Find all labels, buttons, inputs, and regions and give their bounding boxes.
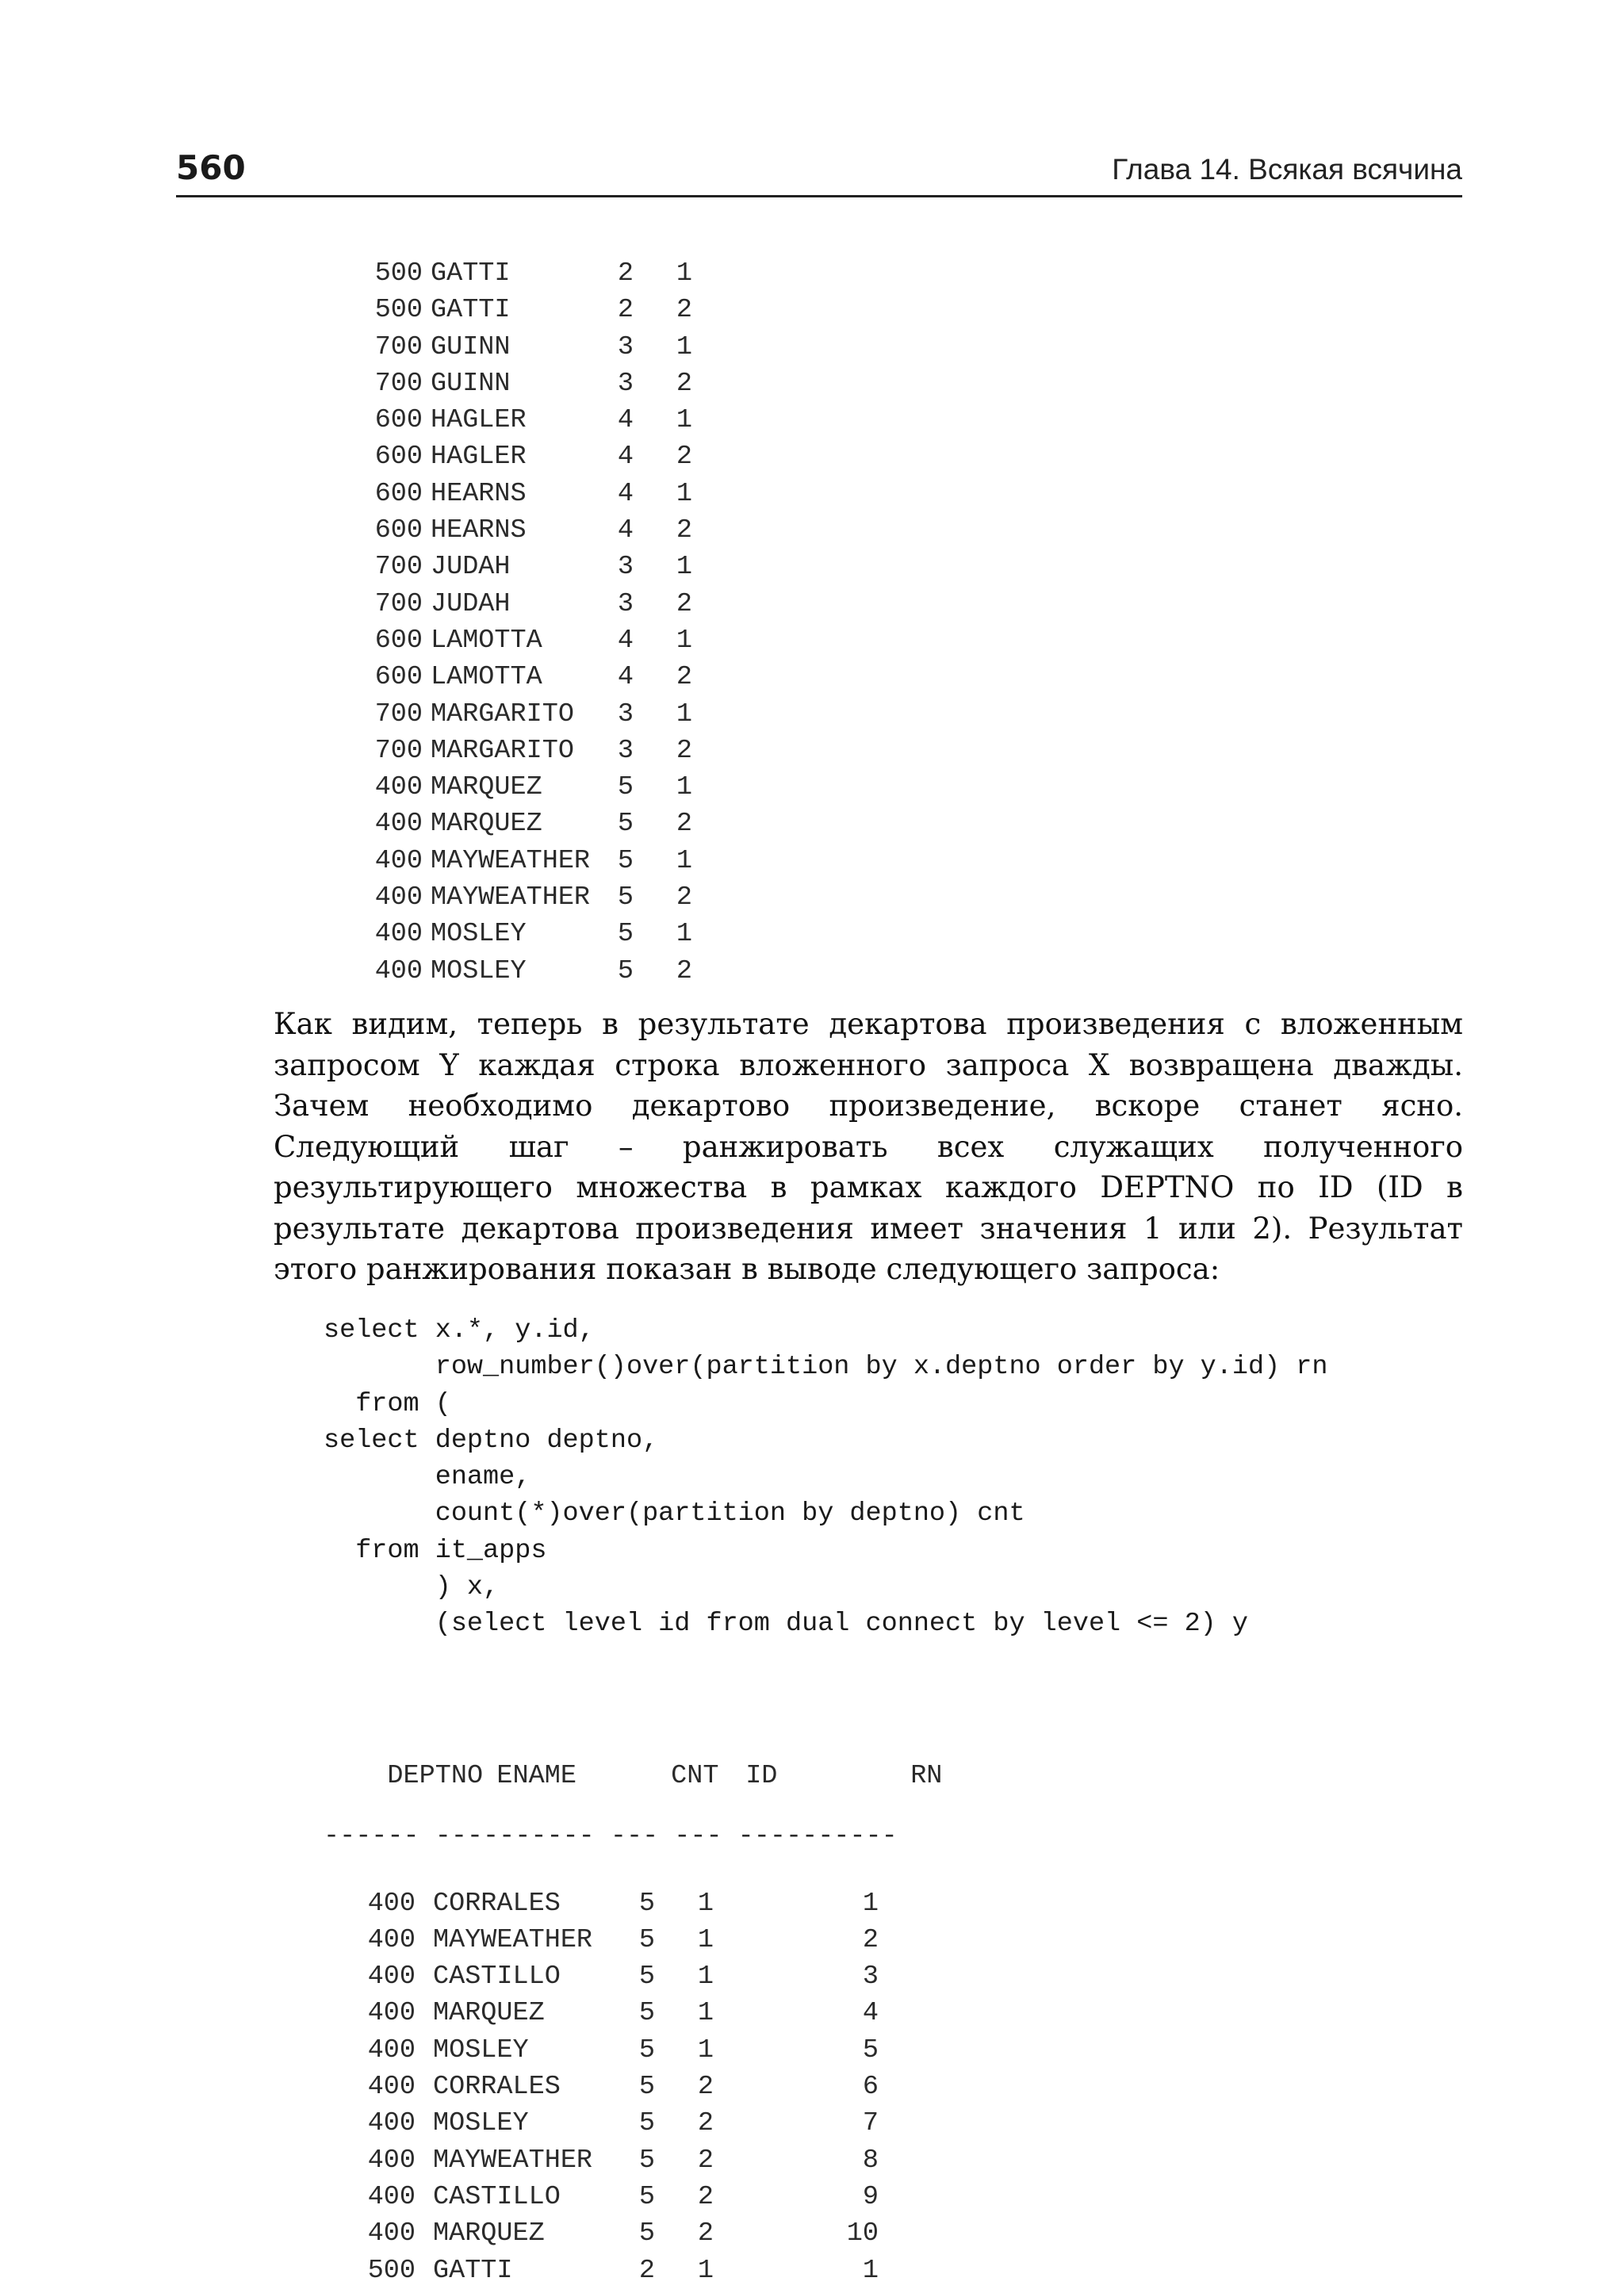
code-line: row_number()over(partition by x.deptno order by y.id) rn bbox=[324, 1352, 1328, 1383]
output-row bbox=[369, 622, 692, 659]
cnt-cell: 2 bbox=[617, 295, 634, 326]
deptno-cell: 400 bbox=[374, 919, 423, 950]
cnt-cell: 5 bbox=[638, 2072, 655, 2103]
ename-cell: MARQUEZ bbox=[431, 809, 542, 840]
id-cell: 2 bbox=[676, 442, 692, 473]
rn-cell: 10 bbox=[846, 2218, 879, 2249]
deptno-cell: 500 bbox=[367, 2255, 416, 2286]
cnt-cell: 3 bbox=[617, 588, 634, 619]
code-line: select x.*, y.id, bbox=[324, 1315, 595, 1346]
cnt-cell: 3 bbox=[617, 368, 634, 399]
output-row bbox=[369, 733, 692, 769]
ename-cell: CORRALES bbox=[433, 2072, 561, 2103]
cnt-cell: 2 bbox=[638, 2255, 655, 2286]
body-paragraph: Как видим, теперь в результате декартова произведения с вложенным запросом Y каждая строка вложенного запроса X возвращена дважды. Зачем необходимо декартово произведение, вскоре станет ясно. Следующий шаг – ранжировать всех служащих полученного результирующего множества в рамках каждого DEPTNO по ID (ID в результате декартова произведения имеет значения 1 или 2). Результат этого ранжирования показан в выводе следующего запроса: bbox=[274, 1007, 1463, 1286]
page-header bbox=[176, 147, 1462, 197]
ename-cell: MARGARITO bbox=[431, 699, 574, 729]
ename-cell: CASTILLO bbox=[433, 1962, 561, 1992]
deptno-cell: 700 bbox=[374, 368, 423, 399]
ename-cell: LAMOTTA bbox=[431, 625, 542, 656]
id-cell: 1 bbox=[697, 1888, 714, 1919]
deptno-cell: 600 bbox=[374, 405, 423, 436]
cnt-cell: 3 bbox=[617, 735, 634, 766]
id-cell: 1 bbox=[676, 258, 692, 289]
cnt-cell: 5 bbox=[617, 845, 634, 876]
id-cell: 1 bbox=[676, 919, 692, 950]
id-cell: 2 bbox=[676, 955, 692, 986]
code-line: ename, bbox=[324, 1462, 531, 1493]
cnt-cell: 5 bbox=[638, 2218, 655, 2249]
deptno-cell: 700 bbox=[374, 331, 423, 362]
result-row bbox=[324, 1958, 942, 1995]
ename-cell: GATTI bbox=[431, 295, 511, 326]
ename-cell: LAMOTTA bbox=[431, 662, 542, 693]
rn-cell: 1 bbox=[862, 1888, 879, 1919]
cnt-cell: 5 bbox=[617, 772, 634, 803]
deptno-cell: 400 bbox=[367, 2108, 416, 2139]
deptno-cell: 600 bbox=[374, 478, 423, 509]
id-cell: 2 bbox=[676, 368, 692, 399]
id-cell: 1 bbox=[676, 845, 692, 876]
sql-code-block bbox=[324, 1312, 1328, 1643]
id-cell: 1 bbox=[676, 552, 692, 583]
ename-cell: GUINN bbox=[431, 368, 511, 399]
cnt-cell: 5 bbox=[638, 1888, 655, 1919]
id-cell: 1 bbox=[676, 405, 692, 436]
cnt-cell: 5 bbox=[638, 1924, 655, 1955]
cnt-cell: 5 bbox=[638, 2145, 655, 2176]
ename-cell: GATTI bbox=[431, 258, 511, 289]
cnt-cell: 3 bbox=[617, 552, 634, 583]
code-line: select deptno deptno, bbox=[324, 1425, 659, 1456]
deptno-cell: 500 bbox=[374, 258, 423, 289]
column-header-id: ID bbox=[745, 1761, 778, 1792]
result-row bbox=[324, 2253, 942, 2289]
output-row bbox=[369, 916, 692, 952]
cnt-cell: 5 bbox=[617, 955, 634, 986]
result-row bbox=[324, 2105, 942, 2142]
deptno-cell: 400 bbox=[367, 1962, 416, 1992]
ename-cell: JUDAH bbox=[431, 588, 511, 619]
output-row bbox=[369, 402, 692, 438]
id-cell: 1 bbox=[697, 1962, 714, 1992]
cnt-cell: 4 bbox=[617, 515, 634, 546]
deptno-cell: 400 bbox=[374, 955, 423, 986]
deptno-cell: 400 bbox=[367, 2035, 416, 2065]
id-cell: 1 bbox=[676, 331, 692, 362]
rn-cell: 8 bbox=[862, 2145, 879, 2176]
deptno-cell: 400 bbox=[374, 882, 423, 913]
ename-cell: MOSLEY bbox=[431, 955, 527, 986]
deptno-cell: 600 bbox=[374, 662, 423, 693]
output-row bbox=[369, 659, 692, 695]
result-row bbox=[324, 2142, 942, 2179]
deptno-cell: 400 bbox=[367, 2072, 416, 2103]
output-row bbox=[369, 255, 692, 292]
id-cell: 1 bbox=[676, 478, 692, 509]
cnt-cell: 5 bbox=[617, 809, 634, 840]
id-cell: 1 bbox=[676, 772, 692, 803]
column-header-ename: ENAME bbox=[496, 1761, 576, 1792]
output-row bbox=[369, 586, 692, 622]
id-cell: 2 bbox=[676, 735, 692, 766]
ename-cell: MAYWEATHER bbox=[431, 882, 591, 913]
deptno-cell: 700 bbox=[374, 699, 423, 729]
deptno-cell: 400 bbox=[367, 1998, 416, 2029]
id-cell: 1 bbox=[697, 2035, 714, 2065]
deptno-cell: 700 bbox=[374, 735, 423, 766]
first-output-block bbox=[369, 255, 692, 990]
output-row bbox=[369, 769, 692, 806]
output-row bbox=[369, 476, 692, 512]
output-row bbox=[369, 879, 692, 916]
result-row bbox=[324, 1922, 942, 1958]
cnt-cell: 4 bbox=[617, 625, 634, 656]
result-table-header bbox=[324, 1721, 943, 1792]
deptno-cell: 400 bbox=[367, 2218, 416, 2249]
cnt-cell: 4 bbox=[617, 478, 634, 509]
output-row bbox=[369, 292, 692, 328]
cnt-cell: 4 bbox=[617, 405, 634, 436]
cnt-cell: 5 bbox=[638, 2181, 655, 2212]
cnt-cell: 5 bbox=[617, 919, 634, 950]
deptno-cell: 500 bbox=[374, 295, 423, 326]
cnt-cell: 5 bbox=[638, 1962, 655, 1992]
result-row bbox=[324, 2032, 942, 2069]
ename-cell: CASTILLO bbox=[433, 2181, 561, 2212]
id-cell: 1 bbox=[697, 1924, 714, 1955]
id-cell: 2 bbox=[697, 2181, 714, 2212]
deptno-cell: 400 bbox=[374, 809, 423, 840]
ename-cell: MARQUEZ bbox=[431, 772, 542, 803]
output-row bbox=[369, 512, 692, 549]
result-row bbox=[324, 1995, 942, 2031]
ename-cell: HEARNS bbox=[431, 515, 527, 546]
result-row bbox=[324, 1885, 942, 1922]
column-header-cnt: CNT bbox=[671, 1761, 719, 1792]
code-line: from it_apps bbox=[324, 1535, 547, 1566]
ename-cell: MAYWEATHER bbox=[433, 1924, 593, 1955]
cnt-cell: 4 bbox=[617, 442, 634, 473]
cnt-cell: 2 bbox=[617, 258, 634, 289]
deptno-cell: 400 bbox=[374, 845, 423, 876]
ename-cell: JUDAH bbox=[431, 552, 511, 583]
result-row bbox=[324, 2215, 942, 2252]
ename-cell: MAYWEATHER bbox=[433, 2145, 593, 2176]
id-cell: 1 bbox=[676, 699, 692, 729]
ename-cell: HAGLER bbox=[431, 442, 527, 473]
cnt-cell: 5 bbox=[638, 1998, 655, 2029]
ename-cell: MARQUEZ bbox=[433, 1998, 545, 2029]
deptno-cell: 400 bbox=[367, 2181, 416, 2212]
id-cell: 2 bbox=[697, 2145, 714, 2176]
code-line: (select level id from dual connect by level <= 2) y bbox=[324, 1609, 1248, 1640]
deptno-cell: 700 bbox=[374, 588, 423, 619]
output-row bbox=[369, 366, 692, 402]
cnt-cell: 5 bbox=[638, 2108, 655, 2139]
ename-cell: GATTI bbox=[433, 2255, 513, 2286]
result-row bbox=[324, 2069, 942, 2105]
id-cell: 1 bbox=[697, 2255, 714, 2286]
id-cell: 2 bbox=[676, 515, 692, 546]
output-row bbox=[369, 549, 692, 585]
rn-cell: 1 bbox=[862, 2255, 879, 2286]
page-number: 560 bbox=[176, 148, 246, 187]
code-line: count(*)over(partition by deptno) cnt bbox=[324, 1499, 1025, 1529]
cnt-cell: 3 bbox=[617, 331, 634, 362]
output-row bbox=[369, 329, 692, 366]
id-cell: 2 bbox=[697, 2218, 714, 2249]
ename-cell: MOSLEY bbox=[431, 919, 527, 950]
ename-cell: MARGARITO bbox=[431, 735, 574, 766]
ename-cell: HAGLER bbox=[431, 405, 527, 436]
cnt-cell: 3 bbox=[617, 699, 634, 729]
deptno-cell: 400 bbox=[374, 772, 423, 803]
id-cell: 2 bbox=[676, 809, 692, 840]
ename-cell: GUINN bbox=[431, 331, 511, 362]
ename-cell: MAYWEATHER bbox=[431, 845, 591, 876]
id-cell: 2 bbox=[676, 295, 692, 326]
rn-cell: 6 bbox=[862, 2072, 879, 2103]
result-table bbox=[324, 1661, 942, 2289]
deptno-cell: 400 bbox=[367, 1888, 416, 1919]
id-cell: 2 bbox=[697, 2072, 714, 2103]
rn-cell: 7 bbox=[862, 2108, 879, 2139]
cnt-cell: 5 bbox=[638, 2035, 655, 2065]
deptno-cell: 400 bbox=[367, 2145, 416, 2176]
id-cell: 2 bbox=[676, 882, 692, 913]
rn-cell: 9 bbox=[862, 2181, 879, 2212]
output-row bbox=[369, 806, 692, 842]
running-head: Глава 14. Всякая всячина bbox=[1112, 153, 1462, 186]
result-table-separator: ------ ---------- --- --- ---------- bbox=[324, 1821, 898, 1852]
output-row bbox=[369, 953, 692, 990]
id-cell: 2 bbox=[697, 2108, 714, 2139]
id-cell: 1 bbox=[676, 625, 692, 656]
ename-cell: HEARNS bbox=[431, 478, 527, 509]
code-line: ) x, bbox=[324, 1572, 500, 1603]
deptno-cell: 600 bbox=[374, 625, 423, 656]
ename-cell: CORRALES bbox=[433, 1888, 561, 1919]
result-row bbox=[324, 2179, 942, 2215]
ename-cell: MOSLEY bbox=[433, 2035, 529, 2065]
code-line: from ( bbox=[324, 1388, 451, 1419]
ename-cell: MARQUEZ bbox=[433, 2218, 545, 2249]
rn-cell: 4 bbox=[862, 1998, 879, 2029]
deptno-cell: 400 bbox=[367, 1924, 416, 1955]
cnt-cell: 5 bbox=[617, 882, 634, 913]
id-cell: 2 bbox=[676, 662, 692, 693]
output-row bbox=[369, 843, 692, 879]
deptno-cell: 600 bbox=[374, 515, 423, 546]
column-header-deptno: DEPTNO bbox=[387, 1761, 484, 1792]
ename-cell: MOSLEY bbox=[433, 2108, 529, 2139]
rn-cell: 3 bbox=[862, 1962, 879, 1992]
column-header-rn: RN bbox=[910, 1761, 943, 1792]
rn-cell: 2 bbox=[862, 1924, 879, 1955]
rn-cell: 5 bbox=[862, 2035, 879, 2065]
output-row bbox=[369, 438, 692, 475]
id-cell: 2 bbox=[676, 588, 692, 619]
deptno-cell: 600 bbox=[374, 442, 423, 473]
id-cell: 1 bbox=[697, 1998, 714, 2029]
deptno-cell: 700 bbox=[374, 552, 423, 583]
output-row bbox=[369, 696, 692, 733]
cnt-cell: 4 bbox=[617, 662, 634, 693]
